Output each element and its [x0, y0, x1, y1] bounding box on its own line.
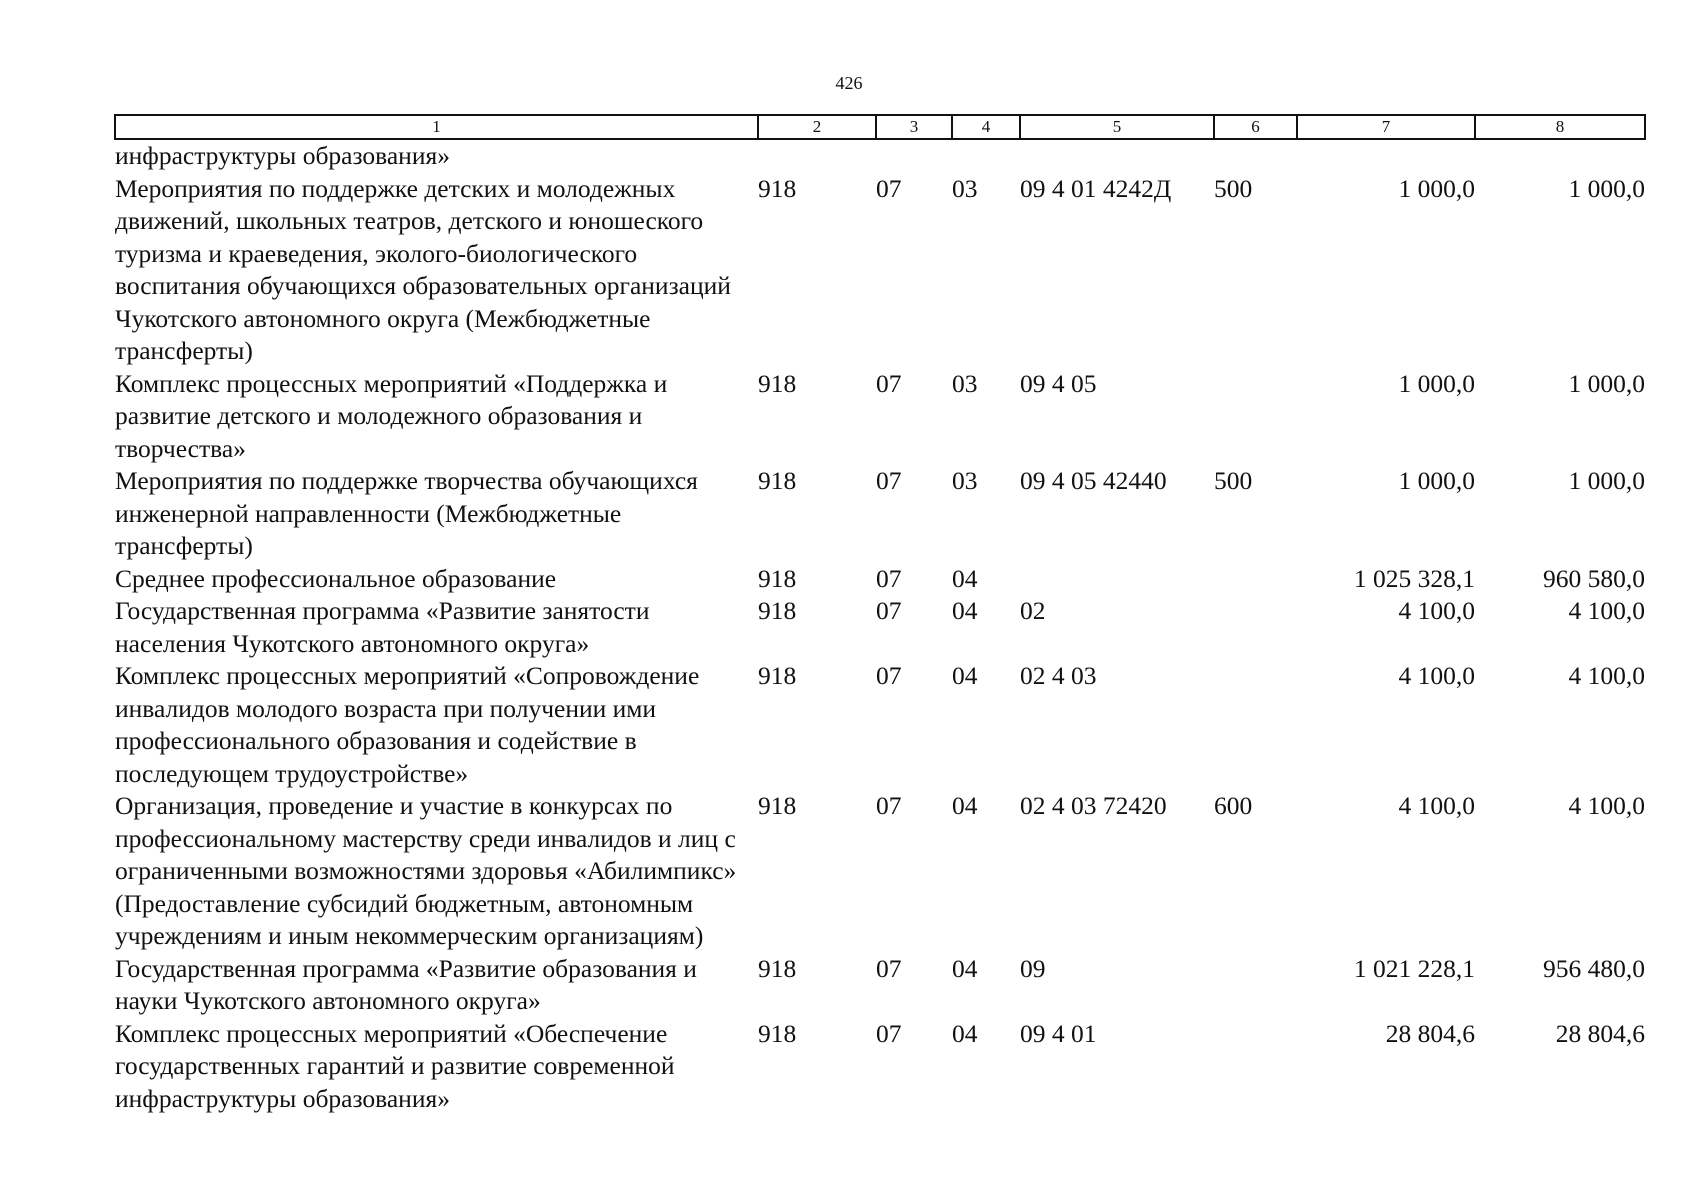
row-name: Комплекс процессных мероприятий «Сопровождение инвалидов молодого возраста при получении ими профессионального образования и содействие в последующем трудоустройстве»: [115, 661, 700, 788]
row-grbs: 918: [758, 466, 797, 495]
row-sum-2: 1 000,0: [1568, 173, 1645, 203]
row-subsection: [952, 139, 1020, 173]
row-subsection: 04: [952, 1018, 978, 1048]
row-sum-1: 4 100,0: [1398, 791, 1475, 820]
header-col-5: 5: [1020, 115, 1214, 139]
row-grbs: 918: [758, 661, 797, 690]
row-sum-1: 28 804,6: [1385, 1018, 1475, 1048]
row-section: 07: [876, 368, 902, 398]
row-expense-type: [1214, 595, 1297, 660]
row-sum-2: 960 580,0: [1543, 563, 1645, 593]
row-grbs: 918: [758, 173, 797, 203]
row-grbs: 918: [758, 953, 797, 983]
row-grbs: 918: [758, 1018, 797, 1048]
row-sum-1: [1297, 139, 1475, 173]
row-sum-1: 1 000,0: [1398, 368, 1475, 398]
row-target-article: [1020, 139, 1214, 173]
row-subsection: 04: [952, 953, 978, 983]
table-row: [115, 173, 1645, 368]
budget-table: [114, 114, 1646, 1115]
row-subsection: 03: [952, 368, 978, 398]
header-col-4: 4: [952, 115, 1020, 139]
row-section: 07: [876, 173, 902, 203]
row-name: Государственная программа «Развитие занятости населения Чукотского автономного округа»: [115, 596, 650, 658]
row-name: Организация, проведение и участие в конкурсах по профессиональному мастерству среди инвалидов и лиц с ограниченными возможностями здоровья «Абилимпикс» (Предоставление субсидий бюджетным, автономным учреждениям и иным некоммерческим организациям): [115, 791, 737, 950]
row-name: Мероприятия по поддержке творчества обучающихся инженерной направленности (Межбюджетные трансферты): [115, 466, 698, 560]
row-expense-type: [1214, 368, 1297, 466]
page-number: 426: [835, 73, 863, 93]
row-subsection: 03: [952, 173, 978, 203]
row-section: 07: [876, 563, 902, 593]
header-col-3: 3: [876, 115, 952, 139]
row-sum-1: 4 100,0: [1398, 596, 1475, 625]
table-row: [115, 595, 1645, 660]
row-expense-type: [1214, 1018, 1297, 1116]
row-expense-type: [1214, 139, 1297, 173]
row-sum-1: 4 100,0: [1398, 661, 1475, 690]
row-target-article: 09 4 05 42440: [1020, 466, 1167, 495]
row-name: Мероприятия по поддержке детских и молодежных движений, школьных театров, детского и юношеского туризма и краеведения, эколого-биологического воспитания обучающихся образовательных организаций Чукотского автономного округа (Межбюджетные трансферты): [115, 173, 731, 365]
table-row: [115, 139, 1645, 173]
row-target-article: 09 4 01 4242Д: [1020, 173, 1172, 203]
row-grbs: 918: [758, 791, 797, 820]
table-row: [115, 368, 1645, 466]
row-name: Государственная программа «Развитие образования и науки Чукотского автономного округа»: [115, 953, 697, 1015]
header-col-7: 7: [1297, 115, 1475, 139]
table-row: [115, 1018, 1645, 1116]
table-row: [115, 953, 1645, 1018]
row-expense-type: [1214, 953, 1297, 1018]
row-expense-type: 500: [1214, 466, 1253, 495]
row-subsection: 03: [952, 466, 978, 495]
row-subsection: 04: [952, 563, 978, 593]
row-sum-2: 4 100,0: [1568, 596, 1645, 625]
row-target-article: 09 4 05: [1020, 368, 1097, 398]
row-name: Комплекс процессных мероприятий «Поддержка и развитие детского и молодежного образования и творчества»: [115, 368, 668, 463]
row-sum-2: 4 100,0: [1568, 661, 1645, 690]
table-body: [115, 139, 1645, 1115]
row-sum-2: 1 000,0: [1568, 466, 1645, 495]
row-target-article: 09 4 01: [1020, 1018, 1097, 1048]
row-sum-2: 956 480,0: [1543, 953, 1645, 983]
header-col-1: 1: [115, 115, 758, 139]
table-header: [115, 115, 1645, 139]
table-row: [115, 660, 1645, 790]
row-section: 07: [876, 596, 902, 625]
row-grbs: 918: [758, 368, 797, 398]
row-grbs: 918: [758, 563, 797, 593]
row-subsection: 04: [952, 596, 978, 625]
row-sum-1: 1 000,0: [1398, 466, 1475, 495]
row-section: 07: [876, 466, 902, 495]
row-expense-type: [1214, 660, 1297, 790]
row-expense-type: [1214, 563, 1297, 596]
row-section: 07: [876, 1018, 902, 1048]
row-sum-2: [1475, 139, 1645, 173]
header-row: [115, 115, 1645, 139]
row-expense-type: 600: [1214, 791, 1253, 820]
row-target-article: 02 4 03 72420: [1020, 791, 1167, 820]
row-target-article: [1020, 563, 1214, 596]
table-row: [115, 563, 1645, 596]
row-section: 07: [876, 791, 902, 820]
header-col-2: 2: [758, 115, 876, 139]
row-target-article: 02 4 03: [1020, 661, 1097, 690]
row-sum-1: 1 000,0: [1398, 173, 1475, 203]
row-section: [876, 139, 952, 173]
row-name: инфраструктуры образования»: [115, 141, 450, 170]
row-sum-1: 1 021 228,1: [1353, 953, 1475, 983]
row-grbs: [758, 139, 876, 173]
row-sum-2: 4 100,0: [1568, 791, 1645, 820]
row-sum-2: 28 804,6: [1555, 1018, 1645, 1048]
row-grbs: 918: [758, 596, 797, 625]
header-col-8: 8: [1475, 115, 1645, 139]
row-name: Среднее профессиональное образование: [115, 563, 557, 593]
row-section: 07: [876, 661, 902, 690]
row-subsection: 04: [952, 661, 978, 690]
table-row: [115, 790, 1645, 953]
row-section: 07: [876, 953, 902, 983]
row-expense-type: 500: [1214, 173, 1253, 203]
row-target-article: 09: [1020, 953, 1046, 983]
row-subsection: 04: [952, 791, 978, 820]
table-row: [115, 465, 1645, 563]
row-sum-2: 1 000,0: [1568, 368, 1645, 398]
row-name: Комплекс процессных мероприятий «Обеспечение государственных гарантий и развитие современной инфраструктуры образования»: [115, 1018, 675, 1113]
row-sum-1: 1 025 328,1: [1353, 563, 1475, 593]
header-col-6: 6: [1214, 115, 1297, 139]
row-target-article: 02: [1020, 596, 1046, 625]
budget-table-container: [114, 114, 1644, 1115]
